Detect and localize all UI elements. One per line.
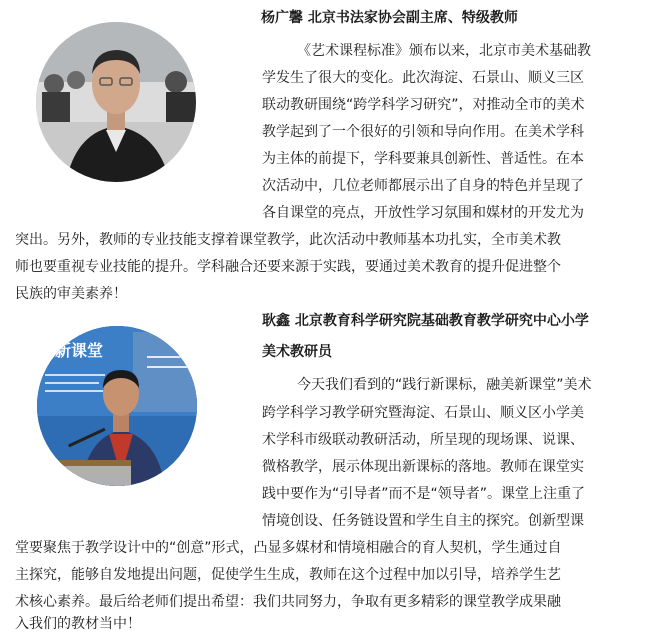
comment-line: 学发生了很大的变化。此次海淀、石景山、顺义三区 [262,70,584,86]
comment-line: 术核心素养。最后给老师们提出希望：我们共同努力，争取有更多精彩的课堂教学成果融 [15,594,561,610]
comment-line: 跨学科学习教学研究暨海淀、石景山、顺义区小学美 [262,405,584,421]
comment-line: 术学科市级联动教研活动，所呈现的现场课、说课、 [262,432,584,448]
speaker-photo-geng [37,326,197,486]
comment-line: 入我们的教材当中！ [15,616,141,632]
comment-line: 师也要重视专业技能的提升。学科融合还要来源于实践，要通过美术教育的提升促进整个 [15,259,561,275]
comment-line: 今天我们看到的“践行新课标，融美新课堂”美术 [297,377,592,393]
speaker-section-geng [0,307,659,633]
comment-line: 践中要作为“引导者”而不是“领导者”。课堂上注重了 [262,486,586,502]
portrait-illustration [37,326,197,486]
comment-line: 情境创设、任务链设置和学生自主的探究。创新型课 [262,513,584,529]
comment-line: 次活动中，几位老师都展示出了自身的特色并呈现了 [262,178,584,194]
comment-line: 为主体的前提下，学科要兼具创新性、普适性。在本 [262,151,584,167]
comment-line: 教学起到了一个很好的引领和导向作用。在美术学科 [262,124,584,140]
photo-banner-text: 新课堂 [55,341,104,360]
comment-line: 微格教学，展示体现出新课标的落地。教师在课堂实 [262,459,584,475]
portrait-illustration [36,22,196,182]
comment-line: 《艺术课程标准》颁布以来，北京市美术基础教 [297,43,591,59]
speaker-photo-yang [36,22,196,182]
comment-line: 民族的审美素养！ [15,286,127,302]
speaker-title-geng-line1: 耿鑫 北京教育科学研究院基础教育教学研究中心小学 [262,313,589,329]
speaker-title-geng-line2: 美术教研员 [262,344,332,360]
comment-line: 联动教研围绕“跨学科学习研究”，对推动全市的美术 [262,97,585,113]
speaker-title-yang: 杨广馨 北京书法家协会副主席、特级教师 [261,10,518,26]
speaker-section-yang [0,0,659,300]
comment-line: 各自课堂的亮点，开放性学习氛围和媒材的开发尤为 [262,205,584,221]
comment-line: 突出。另外，教师的专业技能支撑着课堂教学，此次活动中教师基本功扎实，全市美术教 [15,232,561,248]
comment-line: 堂要聚焦于教学设计中的“创意”形式，凸显多媒材和情境相融合的育人契机，学生通过自 [15,540,562,556]
comment-line: 主探究，能够自发地提出问题，促使学生生成，教师在这个过程中加以引导，培养学生艺 [15,567,561,583]
